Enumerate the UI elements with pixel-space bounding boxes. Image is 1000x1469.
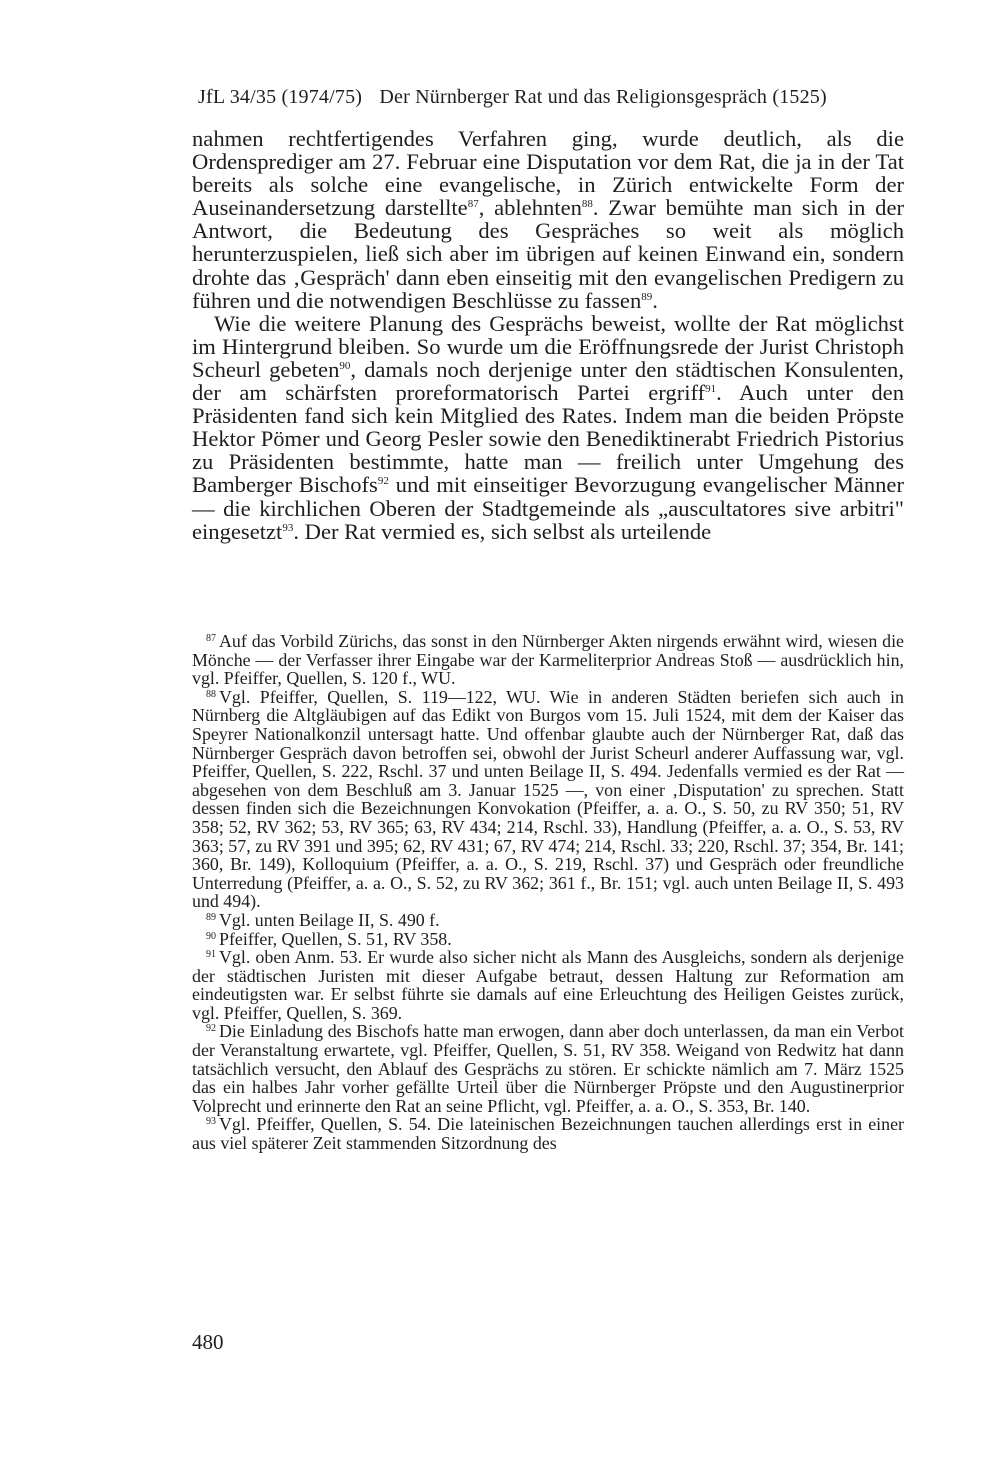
- footnote-ref-88[interactable]: 88: [581, 198, 593, 211]
- footnote-number: 92: [206, 1023, 216, 1035]
- running-head: [198, 86, 898, 109]
- footnotes: [192, 632, 904, 1153]
- text-segment: . Der Rat vermied es, sich selbst als urteilende: [293, 518, 712, 544]
- footnote-text: Pfeiffer, Quellen, S. 51, RV 358.: [219, 928, 452, 949]
- footnote-ref-91[interactable]: 91: [705, 383, 717, 396]
- text-segment: .: [652, 287, 658, 313]
- article-title: Der Nürnberger Rat und das Religionsgespräch (1525): [379, 86, 827, 108]
- footnote-text: Auf das Vorbild Zürichs, das sonst in den Nürnberger Akten nirgends erwähnt wird, wiesen die Mönche — der Verfasser ihrer Eingabe war der Karmeliterprior Andreas Stoß — ausdrücklich hin, vgl. Pfeiffer, Quellen, S. 120 f., WU.: [192, 631, 904, 689]
- footnote-number: 93: [206, 1116, 216, 1128]
- footnote-ref-93[interactable]: 93: [282, 521, 294, 534]
- footnote-89: [192, 911, 904, 930]
- page-number: 480: [192, 1330, 224, 1354]
- footnote-text: Die Einladung des Bischofs hatte man erwogen, dann aber doch unterlassen, da man ein Verbot der Veranstaltung erwartete, vgl. Pfeiffer, Quellen, S. 51, RV 358. Weigand von Redwitz hat dann tatsächlich versucht, den Ablauf des Gesprächs zu stören. Er schickte nämlich am 7. März 1525 das ein halbes Jahr vorher gefällte Urteil über die Nürnberger Pröpste und den Augustinerprior Volprecht und erinnerte den Rat an seine Pflicht, vgl. Pfeiffer, a. a. O., S. 353, Br. 140.: [192, 1021, 904, 1116]
- text-segment: und mit einseitiger Bevorzugung evangelischer Männer — die kirchlichen Oberen der Stadtgemeinde als „auscultatores sive arbitri" eingesetzt: [192, 472, 904, 544]
- text-segment: . Zwar bemühte man sich in der Antwort, die Bedeutung des Gespräches so weit als möglich herunterzuspielen, ließ sich aber im übrigen auf keinen Einwand ein, sondern drohte das ‚Gespräch' dann eben einseitig mit den evangelischen Predigern zu führen und die notwendigen Beschlüsse zu fassen: [192, 195, 904, 313]
- footnote-text: Vgl. oben Anm. 53. Er wurde also sicher nicht als Mann des Ausgleichs, sondern als derjenige der städtischen Juristen mit dieser Aufgabe betraut, dessen Haltung zur Reformation am eindeutigsten war. Er selbst führte sie damals auf eine Erleuchtung des Heiligen Geistes zurück, vgl. Pfeiffer, Quellen, S. 369.: [192, 947, 904, 1023]
- footnote-number: 91: [206, 949, 216, 961]
- text-segment: , ablehnten: [478, 195, 582, 221]
- paragraph-1: [192, 127, 904, 312]
- footnote-number: 88: [206, 688, 216, 700]
- footnote-90: [192, 930, 904, 949]
- text-segment: , damals noch derjenige unter den städtischen Konsulenten, der am schärfsten proreformatorisch Partei ergriff: [192, 356, 904, 406]
- text-segment: . Auch unter den Präsidenten fand sich kein Mitglied des Rates. Indem man die beiden Pröpste Hektor Pömer und Georg Pesler sowie den Benediktinerabt Friedrich Pistorius zu Präsidenten bestimmte, hatte man — freilich unter Umgehung des Bamberger Bischofs: [192, 380, 904, 498]
- footnote-ref-90[interactable]: 90: [339, 359, 351, 372]
- footnote-ref-87[interactable]: 87: [467, 198, 479, 211]
- footnote-91: [192, 948, 904, 1022]
- footnote-number: 90: [206, 930, 216, 942]
- journal-citation: JfL 34/35 (1974/75): [198, 86, 363, 108]
- text-segment: Wie die weitere Planung des Gesprächs beweist, wollte der Rat möglichst im Hintergrund bleiben. So wurde um die Eröffnungsrede der Jurist Christoph Scheurl gebeten: [192, 310, 904, 382]
- paragraph-2: [192, 312, 904, 543]
- footnote-93: [192, 1115, 904, 1152]
- footnote-88: [192, 688, 904, 911]
- footnote-text: Vgl. unten Beilage II, S. 490 f.: [219, 909, 440, 930]
- footnote-text: Vgl. Pfeiffer, Quellen, S. 119—122, WU. Wie in anderen Städten beriefen sich auch in Nürnberg die Altgläubigen auf das Edikt von Burgos vom 15. Juli 1524, mit dem der Kaiser das Speyrer Nationalkonzil untersagt hatte. Und offenbar glaubte auch der Nürnberger Rat, daß das Nürnberger Gespräch davon betroffen sei, obwohl der Jurist Scheurl anderer Auffassung war, vgl. Pfeiffer, Quellen, S. 222, Rschl. 37 und unten Beilage II, S. 494. Jedenfalls vermied es der Rat — abgesehen von dem Beschluß am 3. Januar 1525 —, von einer ‚Disputation' zu sprechen. Statt dessen finden sich die Bezeichnungen Konvokation (Pfeiffer, a. a. O., S. 50, zu RV 350; 51, RV 358; 52, RV 362; 53, RV 365; 63, RV 434; 214, Rschl. 33), Handlung (Pfeiffer, a. a. O., S. 53, RV 363; 57, zu RV 391 und 395; 62, RV 431; 67, RV 474; 214, Rschl. 33; 220, Rschl. 37; 354, Br. 141; 360, Br. 149), Kolloquium (Pfeiffer, a. a. O., S. 219, Rschl. 37) und Gespräch oder freundliche Unterredung (Pfeiffer, a. a. O., S. 52, zu RV 362; 361 f., Br. 151; vgl. auch unten Beilage II, S. 493 und 494).: [192, 686, 904, 912]
- text-segment: nahmen rechtfertigendes Verfahren ging, wurde deutlich, als die Ordensprediger am 27. Februar eine Disputation vor dem Rat, die ja in der Tat bereits als solche eine evangelische, in Zürich entwickelte Form der Auseinandersetzung darstellte: [192, 126, 904, 221]
- footnote-number: 87: [206, 633, 216, 644]
- footnote-ref-92[interactable]: 92: [377, 475, 389, 488]
- footnote-ref-89[interactable]: 89: [641, 290, 653, 303]
- footnote-number: 89: [206, 911, 216, 923]
- footnote-87: [192, 632, 904, 688]
- footnote-text: Vgl. Pfeiffer, Quellen, S. 54. Die lateinischen Bezeichnungen tauchen allerdings erst in einer aus viel späterer Zeit stammenden Sitzordnung des: [192, 1114, 904, 1154]
- body-text: [192, 127, 904, 543]
- footnote-92: [192, 1022, 904, 1115]
